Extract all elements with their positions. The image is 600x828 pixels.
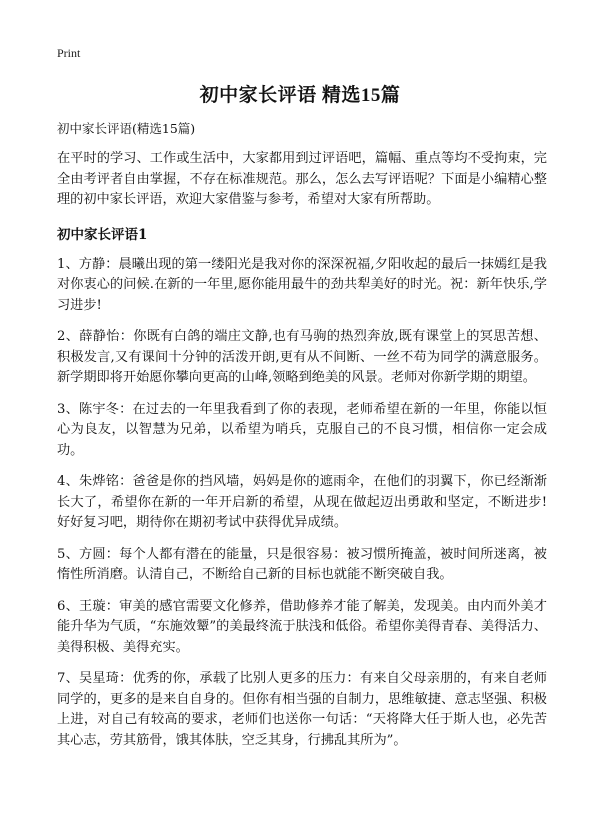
print-link[interactable]: Print bbox=[57, 46, 81, 60]
document-subtitle: 初中家长评语(精选15篇) bbox=[57, 121, 196, 136]
comment-item-2: 2、薛静怡：你既有白鸽的端庄文静,也有马驹的热烈奔放,既有课堂上的冥思苦想、积极发言,又有课间十分钟的活泼开朗,更有从不间断、一丝不苟为同学的满意服务。新学期即将开始愿你攀向更高的山峰,领略到绝美的风景。老师对你新学期的期望。 bbox=[57, 329, 547, 385]
comment-item-6: 6、王璇：审美的感官需要文化修养，借助修养才能了解美，发现美。由内而外美才能升华为气质，“东施效颦”的美最终流于肤浅和低俗。希望你美得青春、美得活力、美得积极、美得充实。 bbox=[57, 598, 547, 655]
comment-item-4: 4、朱烨铭：爸爸是你的挡风墙，妈妈是你的遮雨伞，在他们的羽翼下，你已经渐渐长大了，希望你在新的一年开启新的希望，从现在做起迈出勇敢和坚定，不断进步!好好复习吧，期待你在期初考试中获得优异成绩。 bbox=[57, 474, 547, 530]
comment-item-3: 3、陈宇冬：在过去的一年里我看到了你的表现，老师希望在新的一年里，你能以恒心为良友，以智慧为兄弟，以希望为哨兵，克服自己的不良习惯，相信你一定会成功。 bbox=[57, 401, 547, 458]
document-title: 初中家长评语 精选15篇 bbox=[199, 85, 401, 106]
comment-item-5: 5、方圆：每个人都有潜在的能量，只是很容易：被习惯所掩盖，被时间所迷离，被惰性所消磨。认清自己，不断给自己新的目标也就能不断突破自我。 bbox=[57, 546, 547, 582]
section-heading: 初中家长评语1 bbox=[57, 226, 148, 243]
comment-item-1: 1、方静：晨曦出现的第一缕阳光是我对你的深深祝福,夕阳收起的最后一抹嫣红是我对你衷心的问候.在新的一年里,愿你能用最牛的劲共犁美好的时光。祝：新年快乐,学习进步! bbox=[57, 256, 547, 313]
comment-item-7: 7、吴星琦：优秀的你，承载了比别人更多的压力：有来自父母亲朋的，有来自老师同学的，更多的是来自自身的。但你有相当强的自制力，思维敏捷、意志坚强、积极上进，对自己有较高的要求，老师们也送你一句话：“天将降大任于斯人也，必先苦其心志，劳其筋骨，饿其体肤，空乏其身，行拂乱其所为”。 bbox=[57, 671, 547, 748]
document-body bbox=[57, 119, 547, 762]
intro-paragraph: 在平时的学习、工作或生活中，大家都用到过评语吧，篇幅、重点等均不受拘束，完全由考评者自由掌握，不存在标准规范。那么，怎么去写评语呢？下面是小编精心整理的初中家长评语，欢迎大家借鉴与参考，希望对大家有所帮助。 bbox=[57, 151, 547, 207]
